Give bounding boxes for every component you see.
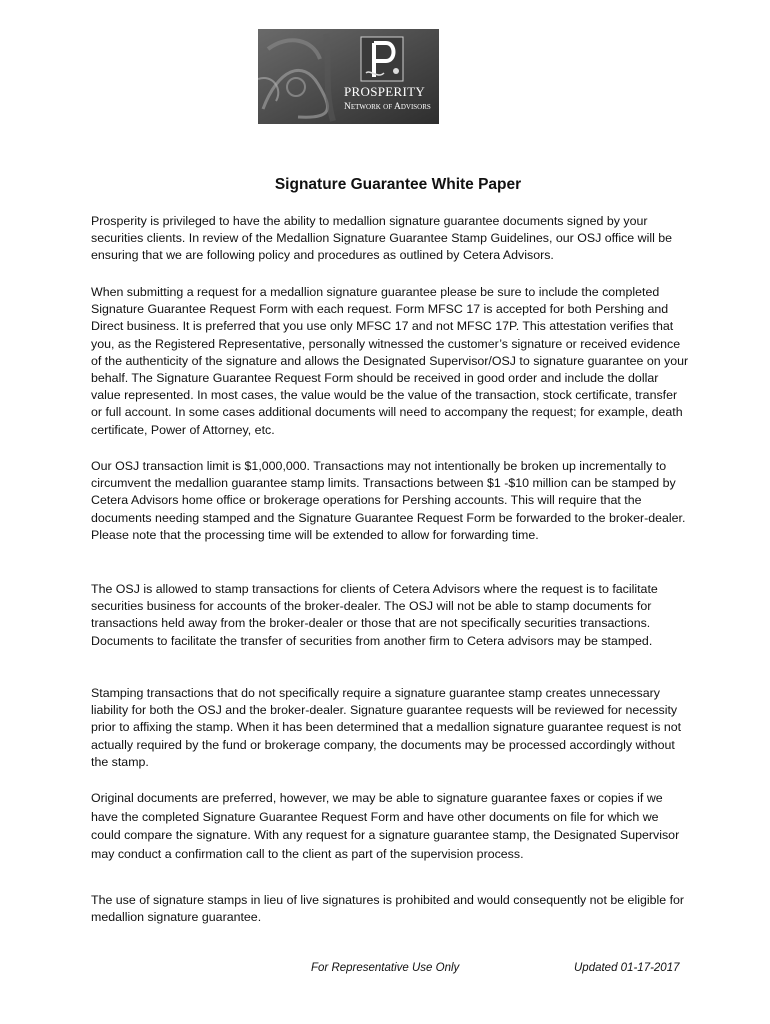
paragraph-request-form: When submitting a request for a medallion signature guarantee please be sure to include the completed Signature Guarantee Request Form with each request. Form MFSC 17 is accepted for both Pershing and Direct business. It is preferred that you use only MFSC 17 and not MFSC 17P. This attestation verifies that you, as the Registered Representative, personally witnessed the customer’s signature or received evidence of the authenticity of the signature and allows the Designated Supervisor/OSJ to signature guarantee on your behalf. The Signature Guarantee Request Form should be received in good order and include the dollar value represented. In most cases, the value would be the value of the transaction, stock certificate, transfer or full account. In some cases additional documents will need to accompany the request; for example, death certificate, Power of Attorney, etc.: [91, 285, 689, 437]
prosperity-logo: [258, 29, 439, 124]
page-title: Signature Guarantee White Paper: [274, 176, 522, 193]
footer-usage-note: For Representative Use Only: [311, 962, 460, 974]
logo-tagline: Network of Advisors: [344, 102, 431, 112]
paragraph-osj-allowed: The OSJ is allowed to stamp transactions for clients of Cetera Advisors where the request is to facilitate securities business for accounts of the broker-dealer. The OSJ will not be able to stamp documents for transactions held away from the broker-dealer or those that are not specifically securities transactions. Documents to facilitate the transfer of securities from another firm to Cetera advisors may be stamped.: [91, 582, 658, 648]
paragraph-original-documents: Original documents are preferred, however, we may be able to signature guarantee faxes or copies if we have the completed Signature Guarantee Request Form and have other documents on file for which we could compare the signature. With any request for a signature guarantee stamp, the Designated Supervisor may conduct a confirmation call to the client as part of the supervision process.: [91, 791, 680, 861]
paragraph-intro: Prosperity is privileged to have the ability to medallion signature guarantee documents signed by your securities clients. In review of the Medallion Signature Guarantee Stamp Guidelines, our OSJ office will be ensuring that we are following policy and procedures as outlined by Cetera Advisors.: [91, 214, 673, 263]
paragraph-signature-stamps: The use of signature stamps in lieu of live signatures is prohibited and would consequently not be eligible for medallion signature guarantee.: [91, 893, 685, 925]
logo-name: PROSPERITY: [344, 84, 426, 99]
paragraph-transaction-limit: Our OSJ transaction limit is $1,000,000. Transactions may not intentionally be broken up incrementally to circumvent the medallion guarantee stamp limits. Transactions between $1 -$10 million can be stamped by Cetera Advisors home office or brokerage operations for Pershing accounts. This will require that the documents needing stamped and the Signature Guarantee Request Form be forwarded to the broker-dealer. Please note that the processing time will be extended to allow for forwarding time.: [91, 459, 686, 542]
footer-updated-date: Updated 01-17-2017: [574, 962, 680, 974]
paragraph-unnecessary-stamping: Stamping transactions that do not specifically require a signature guarantee stamp creates unnecessary liability for both the OSJ and the broker-dealer. Signature guarantee requests will be reviewed for necessity prior to affixing the stamp. When it has been determined that a medallion signature guarantee request is not actually required by the fund or brokerage company, the documents may be processed accordingly without the stamp.: [91, 686, 682, 769]
